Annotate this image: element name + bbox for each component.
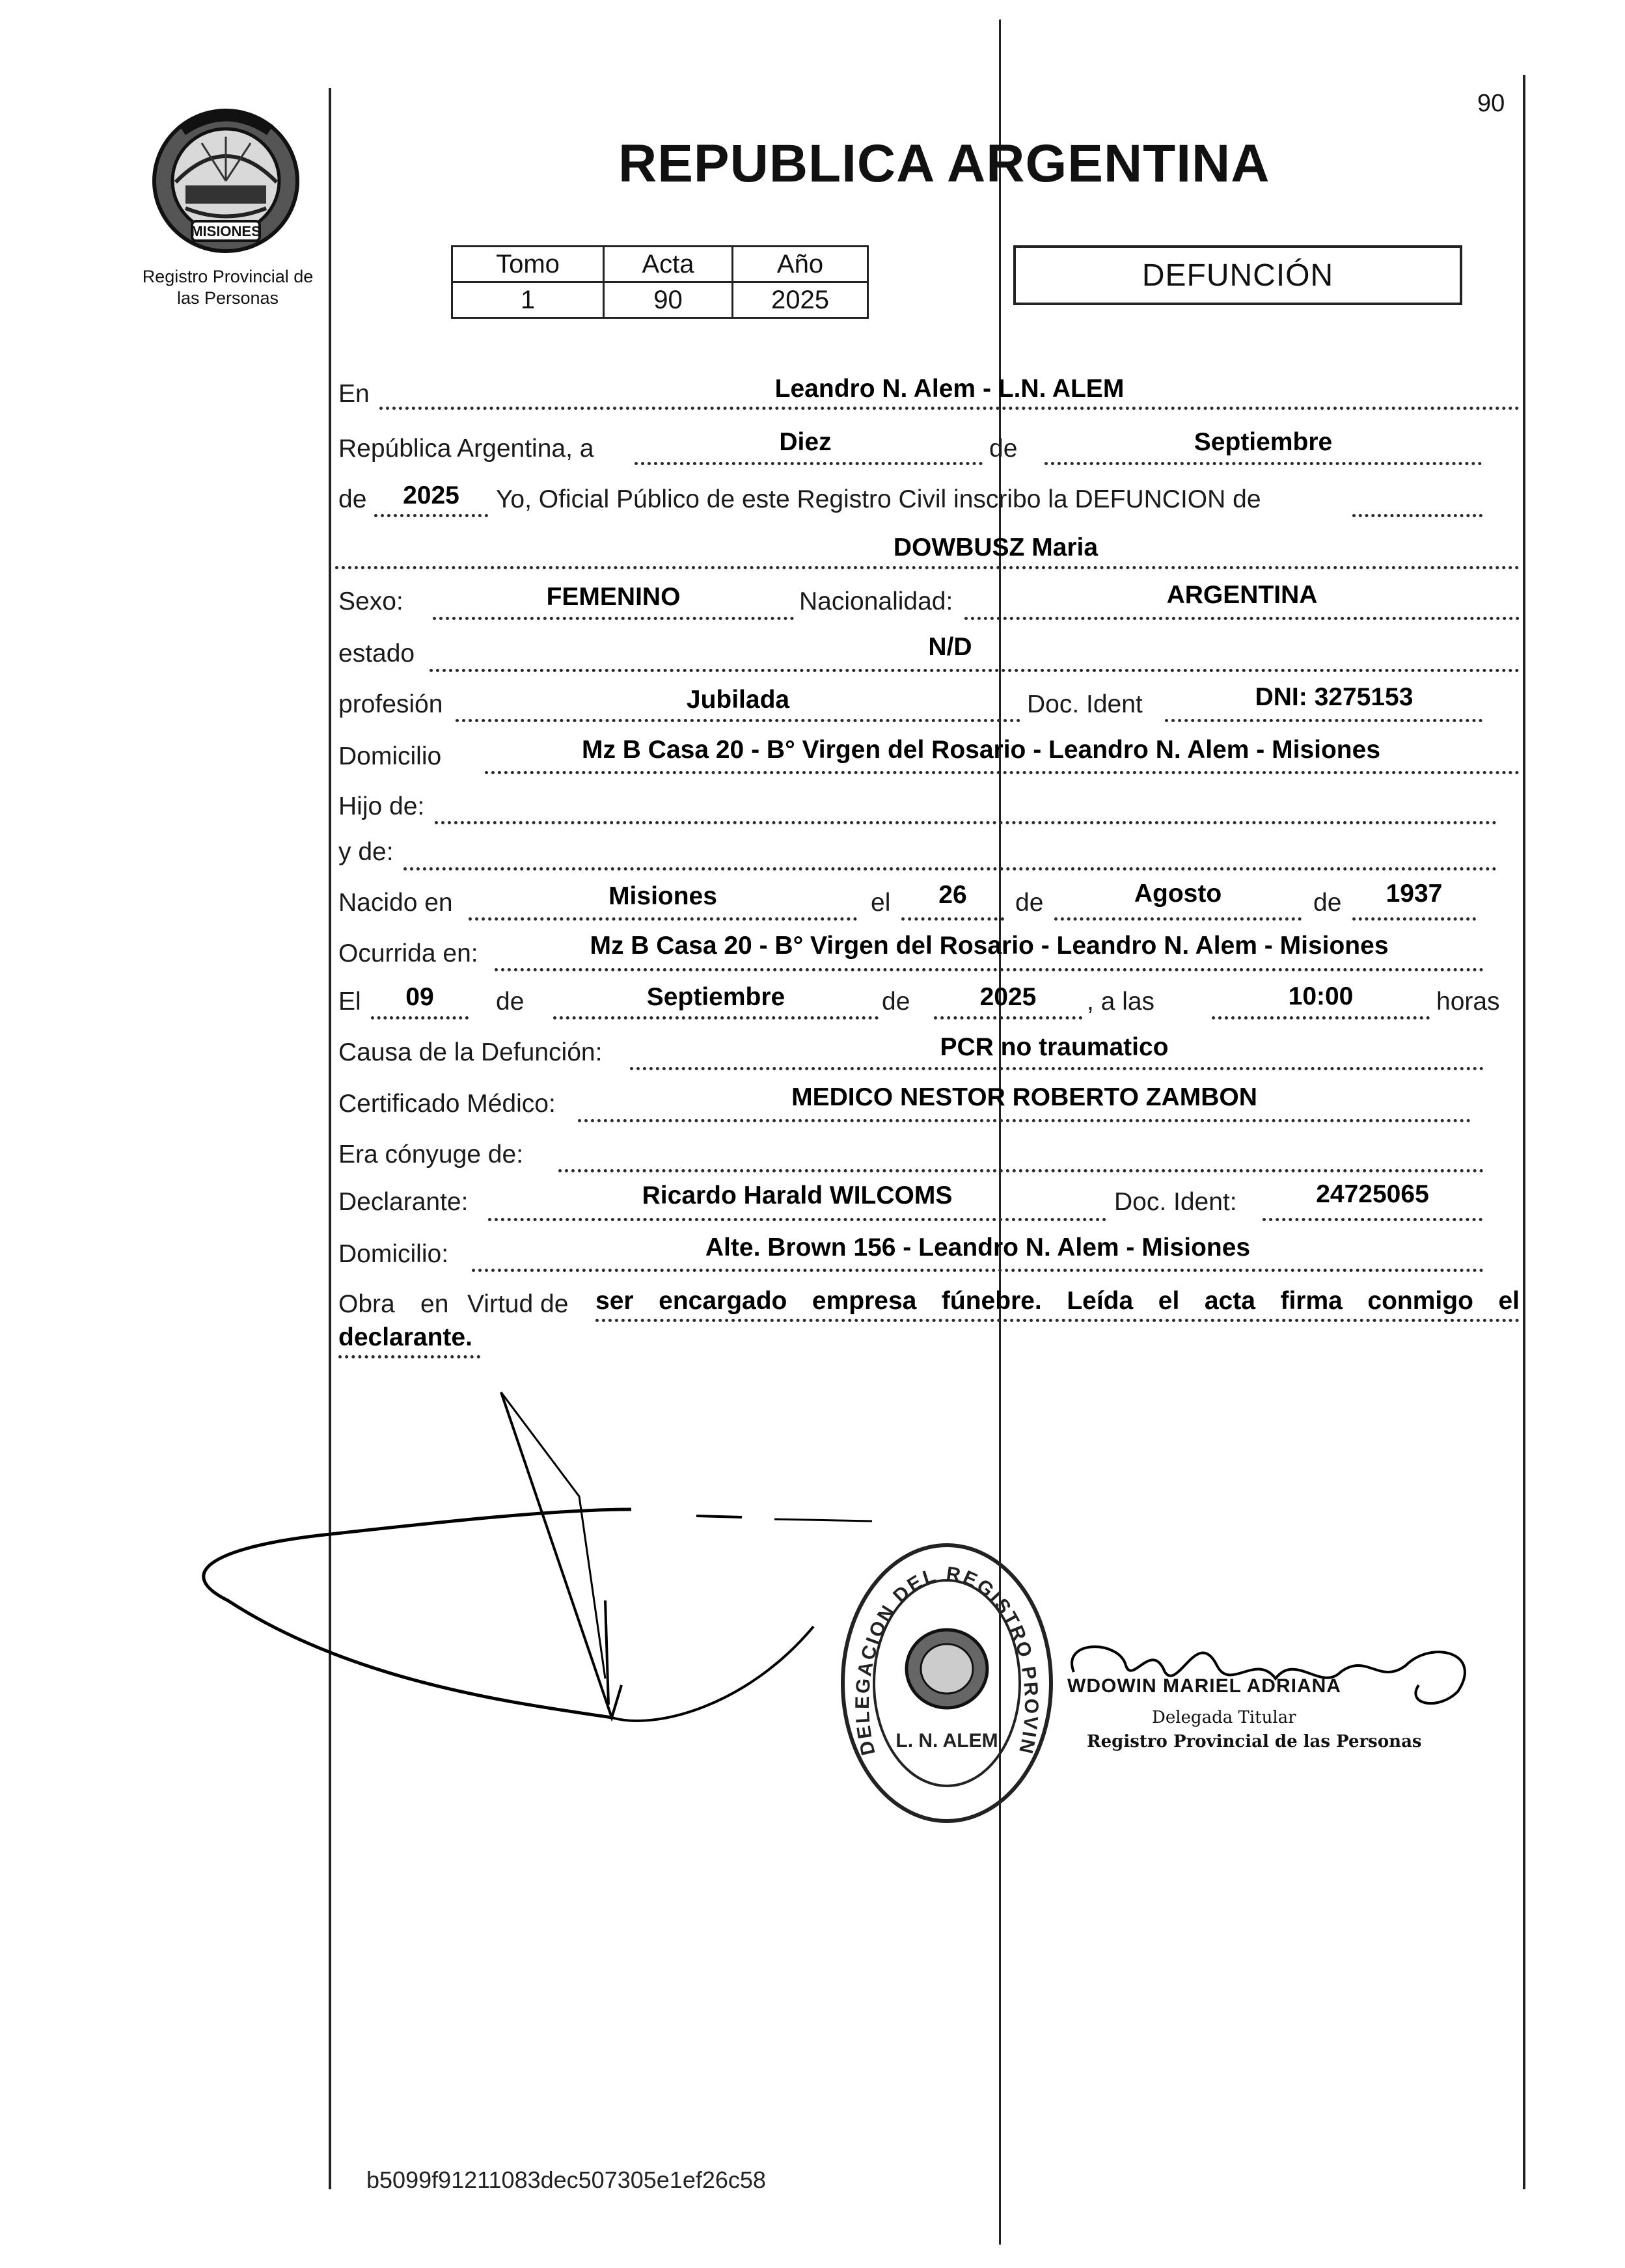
alas-label: , a las bbox=[1087, 988, 1155, 1016]
declarante-label: Declarante: bbox=[338, 1188, 469, 1216]
el2-label: El bbox=[338, 988, 361, 1016]
obra-value-2: declarante. bbox=[338, 1323, 472, 1351]
decl-domicilio-line bbox=[472, 1269, 1484, 1272]
horas-label: horas bbox=[1436, 988, 1500, 1016]
dia-value: Diez bbox=[779, 428, 832, 456]
decl-domicilio-value: Alte. Brown 156 - Leandro N. Alem - Misiones bbox=[705, 1234, 1251, 1262]
de2-label: de bbox=[338, 485, 367, 513]
en-value: Leandro N. Alem - L.N. ALEM bbox=[774, 375, 1125, 403]
mes-line bbox=[1045, 462, 1482, 465]
stamp-ring-text: DELEGACION DEL REGISTRO PROVIN bbox=[851, 1563, 1043, 1757]
fall-de-label: de bbox=[496, 988, 525, 1016]
fall-dia-line bbox=[371, 1016, 469, 1019]
causa-line bbox=[630, 1067, 1484, 1070]
nacido-line bbox=[469, 917, 857, 921]
obra-virtud-label: Virtud de bbox=[467, 1290, 569, 1318]
oficial-text: Yo, Oficial Público de este Registro Civil inscribo la DEFUNCION de bbox=[496, 485, 1261, 513]
profesion-line bbox=[456, 719, 1020, 722]
obra-en-label: en bbox=[420, 1290, 449, 1318]
nacido-value: Misiones bbox=[608, 882, 717, 910]
hijo-label: Hijo de: bbox=[338, 792, 425, 820]
fall-anio-value: 2025 bbox=[979, 983, 1037, 1011]
doc-type-box: DEFUNCIÓN bbox=[1013, 245, 1462, 305]
decl-doc-line bbox=[1263, 1218, 1482, 1221]
nac-anio-value: 1937 bbox=[1386, 880, 1443, 908]
declarante-line bbox=[488, 1218, 1106, 1221]
certificado-value: MEDICO NESTOR ROBERTO ZAMBON bbox=[791, 1083, 1257, 1111]
domicilio-value: Mz B Casa 20 - B° Virgen del Rosario - Leandro N. Alem - Misiones bbox=[581, 736, 1381, 764]
mes-value: Septiembre bbox=[1194, 428, 1333, 456]
registry-name-2: las Personas bbox=[176, 288, 279, 308]
obra-label: Obra bbox=[338, 1290, 395, 1318]
left-margin-rule bbox=[329, 88, 331, 2189]
el-label: el bbox=[871, 889, 891, 917]
official-name: WDOWIN MARIEL ADRIANA bbox=[1067, 1675, 1341, 1697]
yde-line bbox=[403, 867, 1497, 871]
official-org: Registro Provincial de las Personas bbox=[1087, 1732, 1422, 1751]
profesion-label: profesión bbox=[338, 690, 443, 718]
fall-anio-line bbox=[934, 1016, 1082, 1019]
nac-mes-line bbox=[1054, 917, 1302, 921]
footer-hash: b5099f91211083dec507305e1ef26c58 bbox=[366, 2167, 766, 2193]
ocurrida-line bbox=[495, 968, 1484, 971]
doc-label: Doc. Ident bbox=[1027, 690, 1143, 718]
table-header: Acta bbox=[604, 247, 733, 282]
causa-value: PCR no traumatico bbox=[940, 1033, 1169, 1061]
domicilio-line bbox=[485, 771, 1520, 774]
nac-mes-value: Agosto bbox=[1134, 880, 1222, 908]
decl-doc-label: Doc. Ident: bbox=[1114, 1188, 1237, 1216]
anio-value-form: 2025 bbox=[403, 481, 459, 509]
sexo-label: Sexo: bbox=[338, 587, 403, 615]
de-label: de bbox=[989, 435, 1018, 463]
fall-mes-value: Septiembre bbox=[646, 983, 785, 1011]
official-role: Delegada Titular bbox=[1152, 1708, 1296, 1727]
page-title: REPUBLICA ARGENTINA bbox=[618, 134, 1270, 193]
nac-de2-label: de bbox=[1313, 889, 1342, 917]
causa-label: Causa de la Defunción: bbox=[338, 1038, 603, 1066]
hora-line bbox=[1212, 1016, 1430, 1019]
acta-value: 90 bbox=[604, 282, 733, 318]
fall-mes-line bbox=[553, 1016, 879, 1019]
nac-dia-value: 26 bbox=[938, 881, 967, 909]
obra-value-1: ser encargado empresa fúnebre. Leída el acta firma conmigo el bbox=[595, 1287, 1520, 1315]
record-table bbox=[451, 245, 869, 319]
nacionalidad-label: Nacionalidad: bbox=[799, 587, 953, 615]
sexo-line bbox=[433, 617, 794, 620]
tomo-value: 1 bbox=[452, 282, 604, 318]
nac-de-label: de bbox=[1015, 889, 1044, 917]
stamp-inner-text: L. N. ALEM bbox=[895, 1730, 998, 1751]
fall-dia-value: 09 bbox=[405, 983, 434, 1011]
conyuge-line bbox=[558, 1169, 1484, 1172]
nombre-line bbox=[335, 566, 1520, 569]
hora-value: 10:00 bbox=[1288, 982, 1354, 1010]
fall-de2-label: de bbox=[882, 988, 910, 1016]
table-header: Tomo bbox=[452, 247, 604, 282]
declarant-signature bbox=[189, 1379, 905, 1770]
nacionalidad-line bbox=[964, 617, 1520, 620]
anio-line bbox=[374, 514, 488, 517]
nac-dia-line bbox=[901, 917, 1004, 921]
table-header: Año bbox=[733, 247, 868, 282]
republica-label: República Argentina, a bbox=[338, 435, 594, 463]
official-stamp bbox=[836, 1539, 1058, 1828]
certificado-line bbox=[578, 1119, 1471, 1122]
hijo-line bbox=[435, 821, 1497, 824]
page-number: 90 bbox=[1477, 90, 1505, 117]
certificado-label: Certificado Médico: bbox=[338, 1090, 556, 1118]
domicilio-label: Domicilio bbox=[338, 742, 442, 770]
nacido-label: Nacido en bbox=[338, 889, 453, 917]
decl-doc-value: 24725065 bbox=[1316, 1180, 1429, 1208]
sexo-value: FEMENINO bbox=[546, 583, 681, 611]
nacionalidad-value: ARGENTINA bbox=[1166, 581, 1318, 609]
svg-text:MISIONES: MISIONES bbox=[191, 223, 261, 239]
dia-line bbox=[635, 462, 983, 465]
doc-line bbox=[1165, 719, 1482, 722]
oficial-line bbox=[1352, 514, 1482, 517]
ocurrida-value: Mz B Casa 20 - B° Virgen del Rosario - Leandro N. Alem - Misiones bbox=[590, 932, 1389, 960]
ocurrida-label: Ocurrida en: bbox=[338, 939, 478, 967]
obra-line-1 bbox=[595, 1319, 1520, 1322]
registry-name-1: Registro Provincial de bbox=[142, 267, 314, 286]
estado-line bbox=[430, 669, 1520, 672]
province-seal bbox=[146, 104, 306, 257]
anio-value: 2025 bbox=[733, 282, 868, 318]
profesion-value: Jubilada bbox=[686, 686, 790, 714]
yde-label: y de: bbox=[338, 838, 394, 866]
declarante-value: Ricardo Harald WILCOMS bbox=[642, 1181, 953, 1209]
conyuge-label: Era cónyuge de: bbox=[338, 1141, 524, 1168]
fold-line bbox=[999, 20, 1001, 2245]
en-label: En bbox=[338, 380, 370, 408]
deceased-name: DOWBUSZ Maria bbox=[893, 533, 1099, 561]
right-margin-rule bbox=[1523, 75, 1525, 2189]
obra-line-2 bbox=[338, 1355, 480, 1358]
decl-domicilio-label: Domicilio: bbox=[338, 1240, 449, 1268]
doc-value: DNI: 3275153 bbox=[1255, 683, 1413, 711]
estado-label: estado bbox=[338, 640, 415, 668]
estado-value: N/D bbox=[928, 633, 972, 661]
nac-anio-line bbox=[1352, 917, 1476, 921]
en-line bbox=[379, 407, 1520, 410]
